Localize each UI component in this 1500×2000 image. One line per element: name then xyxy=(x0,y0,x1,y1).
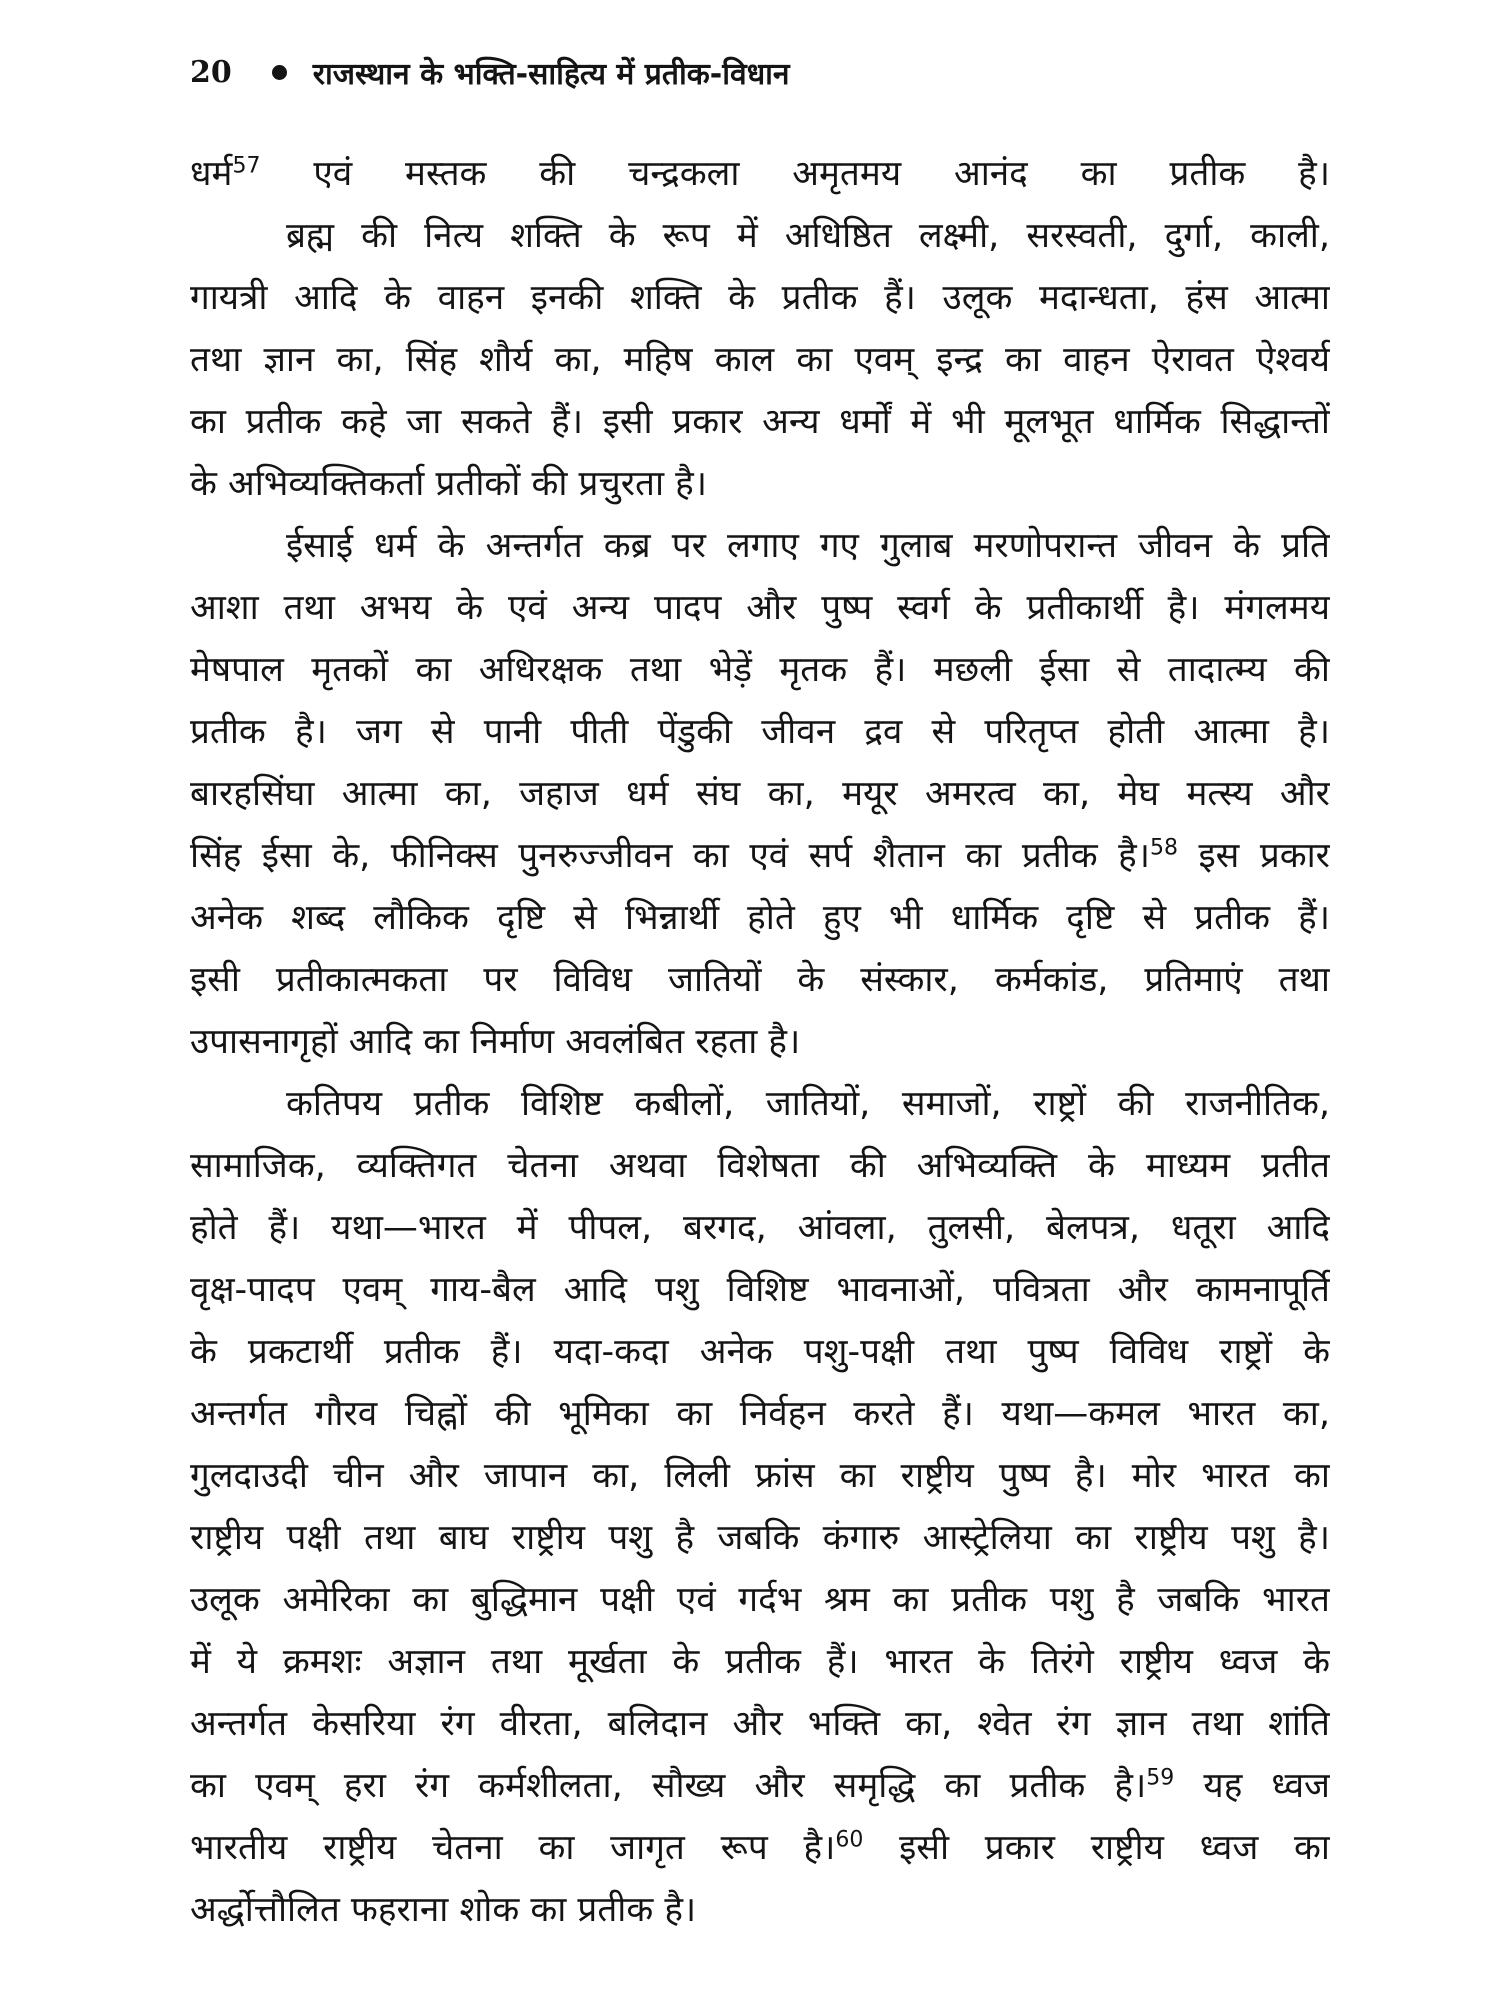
text-line: आशा तथा अभय के एवं अन्य पादप और पुष्प स्वर्ग के प्रतीकार्थी है। मंगलमय xyxy=(190,588,1330,628)
text-line: ब्रह्म की नित्य शक्ति के रूप में अधिष्ठित लक्ष्मी, सरस्वती, दुर्गा, काली, xyxy=(286,216,1330,256)
text-line: अनेक शब्द लौकिक दृष्टि से भिन्नार्थी होते हुए भी धार्मिक दृष्टि से प्रतीक हैं। xyxy=(190,898,1330,938)
text-line: गुलदाउदी चीन और जापान का, लिली फ्रांस का राष्ट्रीय पुष्प है। मोर भारत का xyxy=(190,1456,1330,1496)
page-header xyxy=(190,48,790,96)
bullet-icon xyxy=(272,65,287,80)
text-line: सिंह ईसा के, फीनिक्स पुनरुज्जीवन का एवं सर्प शैतान का प्रतीक है।$^{58}$ इस प्रकार xyxy=(190,835,1330,876)
text-line: में ये क्रमशः अज्ञान तथा मूर्खता के प्रतीक हैं। भारत के तिरंगे राष्ट्रीय ध्वज के xyxy=(190,1642,1330,1682)
text-line: गायत्री आदि के वाहन इनकी शक्ति के प्रतीक हैं। उलूक मदान्धता, हंस आत्मा xyxy=(190,278,1330,318)
text-line: राष्ट्रीय पक्षी तथा बाघ राष्ट्रीय पशु है जबकि कंगारु आस्ट्रेलिया का राष्ट्रीय पशु है। xyxy=(190,1518,1330,1558)
text-line: अर्द्धोत्तौलित फहराना शोक का प्रतीक है। xyxy=(190,1890,697,1930)
text-line: बारहसिंघा आत्मा का, जहाज धर्म संघ का, मयूर अमरत्व का, मेघ मत्स्य और xyxy=(190,774,1330,814)
text-line: उपासनागृहों आदि का निर्माण अवलंबित रहता है। xyxy=(190,1022,801,1062)
footnote-ref: 58 xyxy=(1150,835,1178,861)
text-line: उलूक अमेरिका का बुद्धिमान पक्षी एवं गर्दभ श्रम का प्रतीक पशु है जबकि भारत xyxy=(190,1580,1330,1620)
text-line: का प्रतीक कहे जा सकते हैं। इसी प्रकार अन्य धर्मों में भी मूलभूत धार्मिक सिद्धान्तों xyxy=(190,402,1330,442)
text-line: के अभिव्यक्तिकर्ता प्रतीकों की प्रचुरता है। xyxy=(190,464,707,504)
text-line: कतिपय प्रतीक विशिष्ट कबीलों, जातियों, समाजों, राष्ट्रों की राजनीतिक, xyxy=(286,1084,1330,1124)
footnote-ref: 60 xyxy=(835,1827,864,1853)
running-title: राजस्थान के भक्ति-साहित्य में प्रतीक-विधान xyxy=(312,56,790,92)
footnote-ref: 57 xyxy=(232,153,261,179)
text-line: होते हैं। यथा—भारत में पीपल, बरगद, आंवला, तुलसी, बेलपत्र, धतूरा आदि xyxy=(190,1208,1330,1248)
text-line: अन्तर्गत गौरव चिह्नों की भूमिका का निर्वहन करते हैं। यथा—कमल भारत का, xyxy=(190,1394,1330,1434)
text-line: वृक्ष-पादप एवम् गाय-बैल आदि पशु विशिष्ट भावनाओं, पवित्रता और कामनापूर्ति xyxy=(190,1270,1330,1310)
text-line: ईसाई धर्म के अन्तर्गत कब्र पर लगाए गए गुलाब मरणोपरान्त जीवन के प्रति xyxy=(286,526,1330,566)
text-line: के प्रकटार्थी प्रतीक हैं। यदा-कदा अनेक पशु-पक्षी तथा पुष्प विविध राष्ट्रों के xyxy=(190,1332,1330,1372)
text-line: धर्म$^{57}$ एवं मस्तक की चन्द्रकला अमृतमय आनंद का प्रतीक है। xyxy=(190,153,1330,194)
footnote-ref: 59 xyxy=(1146,1765,1175,1791)
text-line: तथा ज्ञान का, सिंह शौर्य का, महिष काल का एवम् इन्द्र का वाहन ऐरावत ऐश्वर्य xyxy=(190,340,1330,380)
text-line: का एवम् हरा रंग कर्मशीलता, सौख्य और समृद्धि का प्रतीक है।$^{59}$ यह ध्वज xyxy=(190,1765,1330,1806)
text-line: सामाजिक, व्यक्तिगत चेतना अथवा विशेषता की अभिव्यक्ति के माध्यम प्रतीत xyxy=(190,1146,1330,1186)
text-line: अन्तर्गत केसरिया रंग वीरता, बलिदान और भक्ति का, श्वेत रंग ज्ञान तथा शांति xyxy=(190,1704,1330,1744)
text-line: प्रतीक है। जग से पानी पीती पेंडुकी जीवन द्रव से परितृप्त होती आत्मा है। xyxy=(190,712,1330,752)
text-line: भारतीय राष्ट्रीय चेतना का जागृत रूप है।$^{60}$ इसी प्रकार राष्ट्रीय ध्वज का xyxy=(190,1827,1330,1868)
text-line: मेषपाल मृतकों का अधिरक्षक तथा भेड़ें मृतक हैं। मछली ईसा से तादात्म्य की xyxy=(190,650,1330,690)
text-line: इसी प्रतीकात्मकता पर विविध जातियों के संस्कार, कर्मकांड, प्रतिमाएं तथा xyxy=(190,960,1330,1000)
body-text xyxy=(190,143,1330,1941)
page-number: 20 xyxy=(190,54,232,90)
